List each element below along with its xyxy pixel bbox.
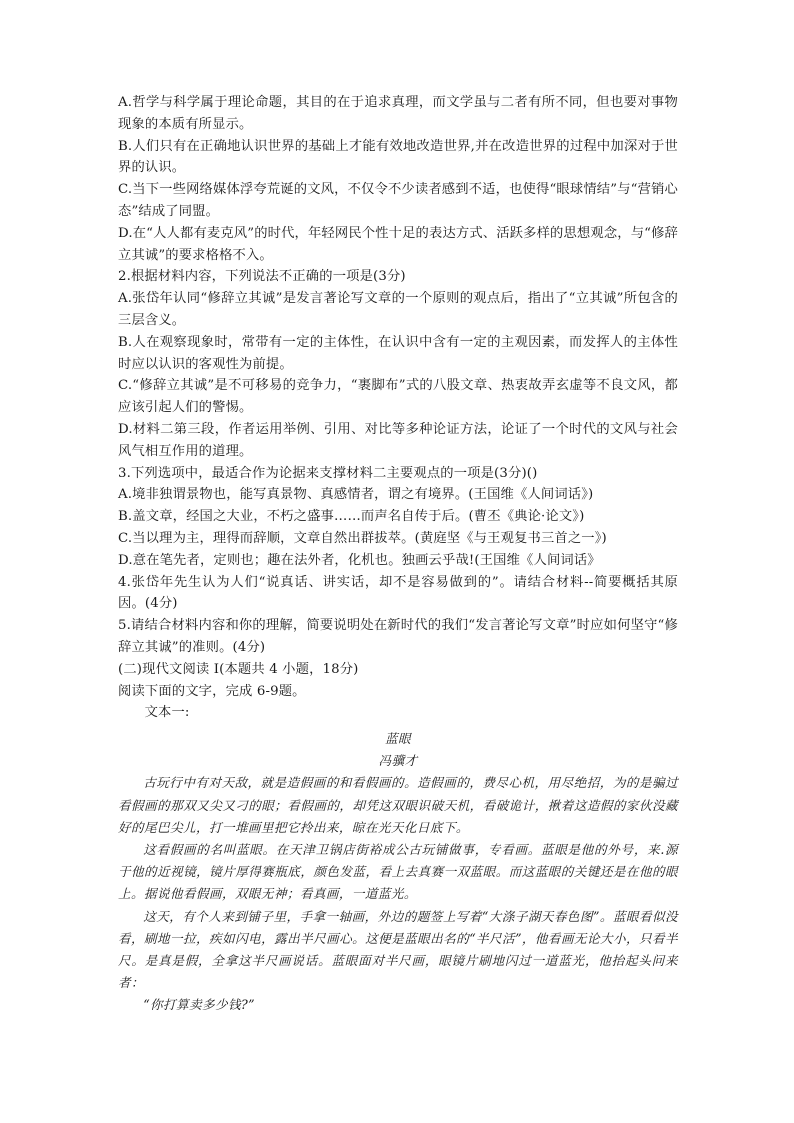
q2-option-c: C.“修辞立其诚”是不可移易的竞争力，“裹脚布”式的八股文章、热衷故弄玄虚等不良文风，都应该引起人们的警惕。 [118,378,678,416]
q1-option-a: A.哲学与科学属于理论命题，其目的在于追求真理，而文学虽与二者有所不同，但也要对事物现象的本质有所显示。 [118,95,678,132]
q3-option-a: A.境非独谓景物也，能写真景物、真感情者，谓之有境界。(王国维《人间词话》) [118,487,594,503]
question-3-stem: 3.下列选项中，最适合作为论据来支撑材料二主要观点的一项是(3分)() [118,465,538,481]
story-title: 蓝眼 [385,731,411,746]
story-paragraph: 这看假画的名叫蓝眼。在天津卫锅店街裕成公古玩铺做事，专看画。蓝眼是他的外号，来.源于他的近视镜，镜片厚得赛瓶底，颜色发蓝，看上去真赛一双蓝眼。而这蓝眼的关键还是在他的眼上。据说他看假画，双眼无神；看真画，一道蓝光。 [118,842,678,902]
story-paragraph: “你打算卖多少钱?” [143,997,255,1013]
section-title: (二)现代文阅读 I(本题共 4 小题，18分) [118,661,359,677]
story-paragraph: 这天，有个人来到铺子里，手拿一轴画，外边的题签上写着“大涤子湖天春色图”。蓝眼看似没看，刷地一拉，疾如闪电，露出半尺画心。这便是蓝眼出名的“半尺活”，他看画无论大小，只看半尺。是真是假，全拿这半尺画说话。蓝眼面对半尺画，眼镜片刷地闪过一道蓝光，他抬起头问来者： [118,908,678,991]
text-label: 文本一: [144,705,190,721]
question-5: 5.请结合材料内容和你的理解，简要说明处在新时代的我们“发言著论写文章”时应如何坚守“修辞立其诚”的准则。(4分) [118,618,678,655]
q3-option-b: B.盖文章，经国之大业，不朽之盛事……而声名自传于后。(曹丕《典论·论文》) [118,509,585,525]
story-author: 冯骥才 [378,753,418,769]
story-block [118,728,678,1017]
story-paragraph: 古玩行中有对天敌，就是造假画的和看假画的。造假画的，费尽心机，用尽绝招，为的是骗过看假画的那双又尖又刁的眼；看假画的，却凭这双眼识破天机，看破诡计，揪着这造假的家伙没藏好的尾巴尖儿，打一堆画里把它拎出来，晾在光天化日底下。 [118,775,678,835]
question-block [118,92,678,724]
question-2-stem: 2.根据材料内容，下列说法不正确的一项是(3分) [118,269,406,285]
q3-option-d: D.意在笔先者，定则也；趣在法外者，化机也。独画云乎哉!(王国维《人间词话》 [118,552,601,568]
q1-option-b: B.人们只有在正确地认识世界的基础上才能有效地改造世界,并在改造世界的过程中加深对于世界的认识。 [118,138,678,176]
q3-option-c: C.当以理为主，理得而辞顺，文章自然出群拔萃。(黄庭坚《与王观复书三首之一》) [118,530,607,546]
question-4: 4.张岱年先生认为人们“说真话、讲实话，却不是容易做到的”。请结合材料--简要概括其原因。(4分) [118,574,678,612]
q2-option-a: A.张岱年认同“修辞立其诚”是发言著论写文章的一个原则的观点后，指出了“立其诚”所包含的三层含义。 [118,291,678,328]
section-instruction: 阅读下面的文字，完成 6-9题。 [118,683,306,699]
q2-option-d: D.材料二第三段，作者运用举例、引用、对比等多种论证方法，论证了一个时代的文风与社会风气相互作用的道理。 [118,421,678,459]
q2-option-b: B.人在观察现象时，常带有一定的主体性，在认识中含有一定的主观因素，而发挥人的主体性时应以认识的客观性为前提。 [118,334,678,372]
q1-option-d: D.在“人人都有麦克风”的时代，年轻网民个性十足的表达方式、活跃多样的思想观念，与“修辞立其诚”的要求格格不入。 [118,225,678,263]
q1-option-c: C.当下一些网络媒体浮夸荒诞的文风，不仅令不少读者感到不适，也使得“眼球情结”与“营销心态”结成了同盟。 [118,182,678,219]
